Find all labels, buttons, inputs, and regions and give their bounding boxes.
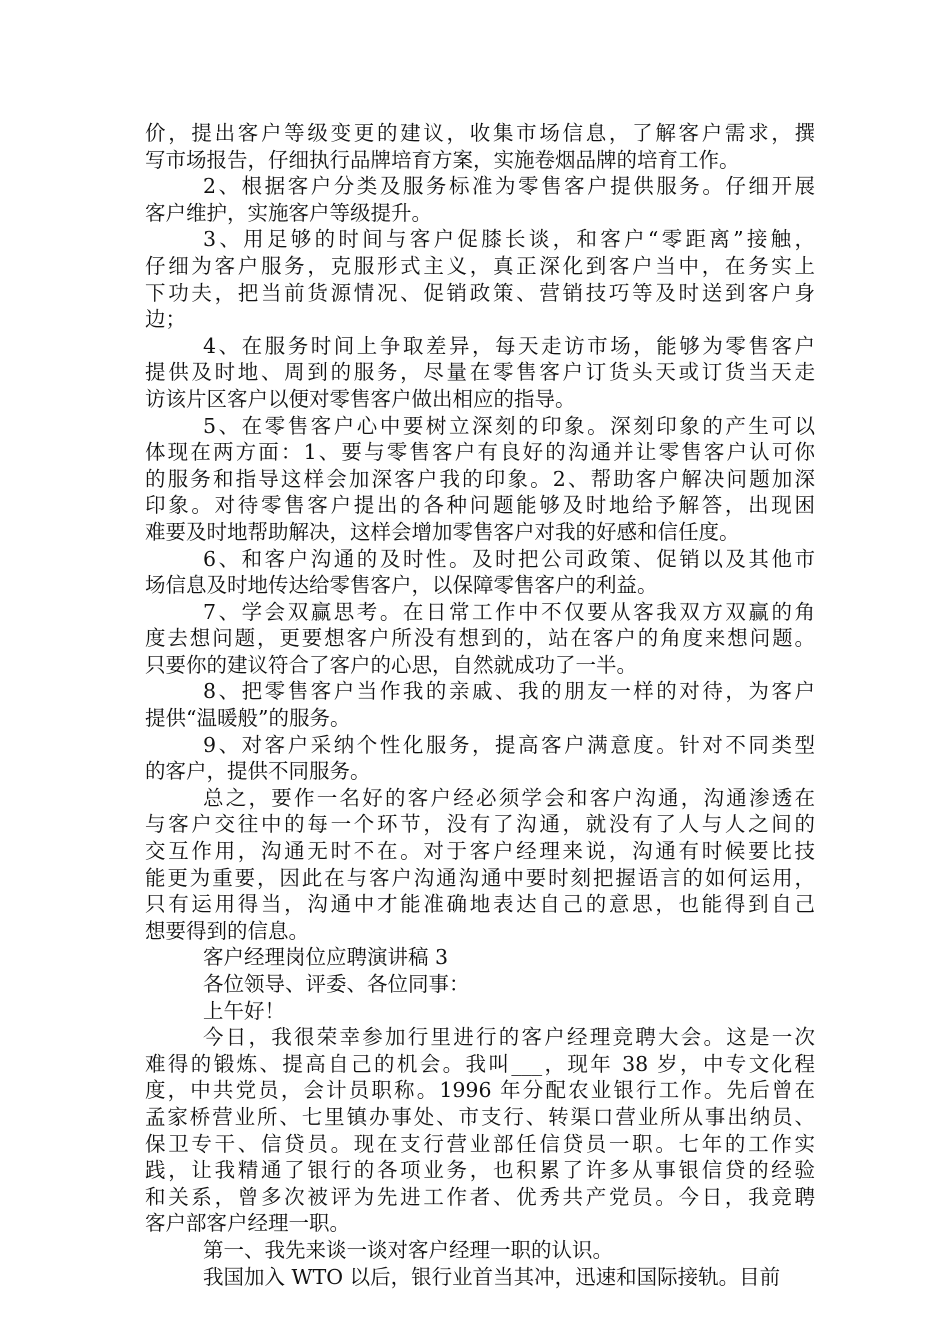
text-line: 体现在两方面：1、要与零售客户有良好的沟通并让零售客户认可你 bbox=[145, 440, 815, 465]
paragraph bbox=[145, 1237, 815, 1264]
paragraph bbox=[145, 173, 815, 226]
text-line: 3、用足够的时间与客户促膝长谈，和客户“零距离”接触， bbox=[203, 227, 815, 252]
text-line: 总之，要作一名好的客户经必须学会和客户沟通，沟通渗透在 bbox=[203, 785, 815, 810]
text-line: 与客户交往中的每一个环节，没有了沟通，就没有了人与人之间的 bbox=[145, 812, 815, 837]
text-line: 客户维护，实施客户等级提升。 bbox=[145, 200, 432, 225]
text-line: 只要你的建议符合了客户的心思，自然就成功了一半。 bbox=[145, 652, 637, 677]
paragraph bbox=[145, 678, 815, 731]
text-line: 度，中共党员，会计员职称。1996 年分配农业银行工作。先后曾在 bbox=[145, 1078, 815, 1103]
text-line: 5、在零售客户心中要树立深刻的印象。深刻印象的产生可以 bbox=[203, 413, 815, 438]
text-line: 想要得到的信息。 bbox=[145, 918, 309, 943]
text-line: 各位领导、评委、各位同事： bbox=[203, 972, 470, 996]
text-line: 场信息及时地传达给零售客户，以保障零售客户的利益。 bbox=[145, 573, 658, 598]
paragraph bbox=[145, 944, 815, 971]
paragraph bbox=[145, 732, 815, 785]
text-line: 2、根据客户分类及服务标准为零售客户提供服务。仔细开展 bbox=[203, 174, 815, 199]
paragraph bbox=[145, 1264, 815, 1291]
paragraph bbox=[145, 998, 815, 1025]
text-line: 价，提出客户等级变更的建议，收集市场信息，了解客户需求，撰 bbox=[145, 121, 815, 145]
text-line: 今日，我很荣幸参加行里进行的客户经理竞聘大会。这是一次 bbox=[203, 1025, 815, 1050]
text-line: 客户经理岗位应聘演讲稿 3 bbox=[203, 945, 449, 970]
text-line: 访该片区客户以便对零售客户做出相应的指导。 bbox=[145, 386, 576, 411]
text-line: 下功夫，把当前货源情况、促销政策、营销技巧等及时送到客户身 bbox=[145, 280, 815, 305]
text-line: 4、在服务时间上争取差异，每天走访市场，能够为零售客户 bbox=[203, 333, 815, 358]
text-line: 交互作用，沟通无时不在。对于客户经理来说，沟通有时候要比技 bbox=[145, 839, 815, 864]
text-line: 9、对客户采纳个性化服务，提高客户满意度。针对不同类型 bbox=[203, 732, 815, 757]
text-line: 边； bbox=[145, 307, 186, 332]
text-line: 孟家桥营业所、七里镇办事处、市支行、转渠口营业所从事出纳员、 bbox=[145, 1104, 815, 1129]
text-line: 提供“温暖般”的服务。 bbox=[145, 706, 351, 731]
text-line: 度去想问题，更要想客户所没有想到的，站在客户的角度来想问题。 bbox=[145, 626, 815, 651]
text-line: 我国加入 WTO 以后，银行业首当其冲，迅速和国际接轨。目前 bbox=[203, 1264, 781, 1289]
text-line: 第一、我先来谈一谈对客户经理一职的认识。 bbox=[203, 1237, 613, 1262]
paragraph bbox=[145, 226, 815, 332]
paragraph bbox=[145, 546, 815, 599]
document-body bbox=[145, 120, 815, 1290]
text-line: 践，让我精通了银行的各项业务，也积累了许多从事银信贷的经验 bbox=[145, 1158, 815, 1183]
text-line: 和关系，曾多次被评为先进工作者、优秀共产党员。今日，我竞聘 bbox=[145, 1184, 815, 1209]
paragraph bbox=[145, 971, 815, 998]
text-line: 能更为重要，因此在与客户沟通沟通中要时刻把握语言的如何运用， bbox=[145, 865, 815, 890]
text-line: 保卫专干、信贷员。现在支行营业部任信贷员一职。七年的工作实 bbox=[145, 1131, 815, 1156]
paragraph bbox=[145, 120, 815, 173]
paragraph bbox=[145, 1024, 815, 1237]
text-line: 写市场报告，仔细执行品牌培育方案，实施卷烟品牌的培育工作。 bbox=[145, 147, 740, 172]
text-line: 8、把零售客户当作我的亲戚、我的朋友一样的对待，为客户 bbox=[203, 679, 815, 704]
text-line: 7、学会双赢思考。在日常工作中不仅要从客我双方双赢的角 bbox=[203, 599, 815, 624]
paragraph bbox=[145, 413, 815, 546]
text-line: 难要及时地帮助解决，这样会增加零售客户对我的好感和信任度。 bbox=[145, 519, 740, 544]
paragraph bbox=[145, 599, 815, 679]
paragraph bbox=[145, 333, 815, 413]
text-line: 的客户，提供不同服务。 bbox=[145, 759, 371, 784]
text-line: 6、和客户沟通的及时性。及时把公司政策、促销以及其他市 bbox=[203, 546, 815, 571]
text-line: 只有运用得当，沟通中才能准确地表达自己的意思，也能得到自己 bbox=[145, 892, 815, 917]
text-line: 印象。对待零售客户提出的各种问题能够及时地给予解答，出现困 bbox=[145, 493, 815, 518]
text-line: 提供及时地、周到的服务，尽量在零售客户订货头天或订货当天走 bbox=[145, 360, 815, 385]
text-line: 难得的锻炼、提高自己的机会。我叫___，现年 38 岁，中专文化程 bbox=[145, 1051, 815, 1076]
text-line: 上午好！ bbox=[203, 998, 285, 1023]
paragraph bbox=[145, 785, 815, 945]
text-line: 客户部客户经理一职。 bbox=[145, 1211, 350, 1236]
text-line: 仔细为客户服务，克服形式主义，真正深化到客户当中，在务实上 bbox=[145, 253, 815, 278]
text-line: 的服务和指导这样会加深客户我的印象。2、帮助客户解决问题加深 bbox=[145, 466, 815, 491]
